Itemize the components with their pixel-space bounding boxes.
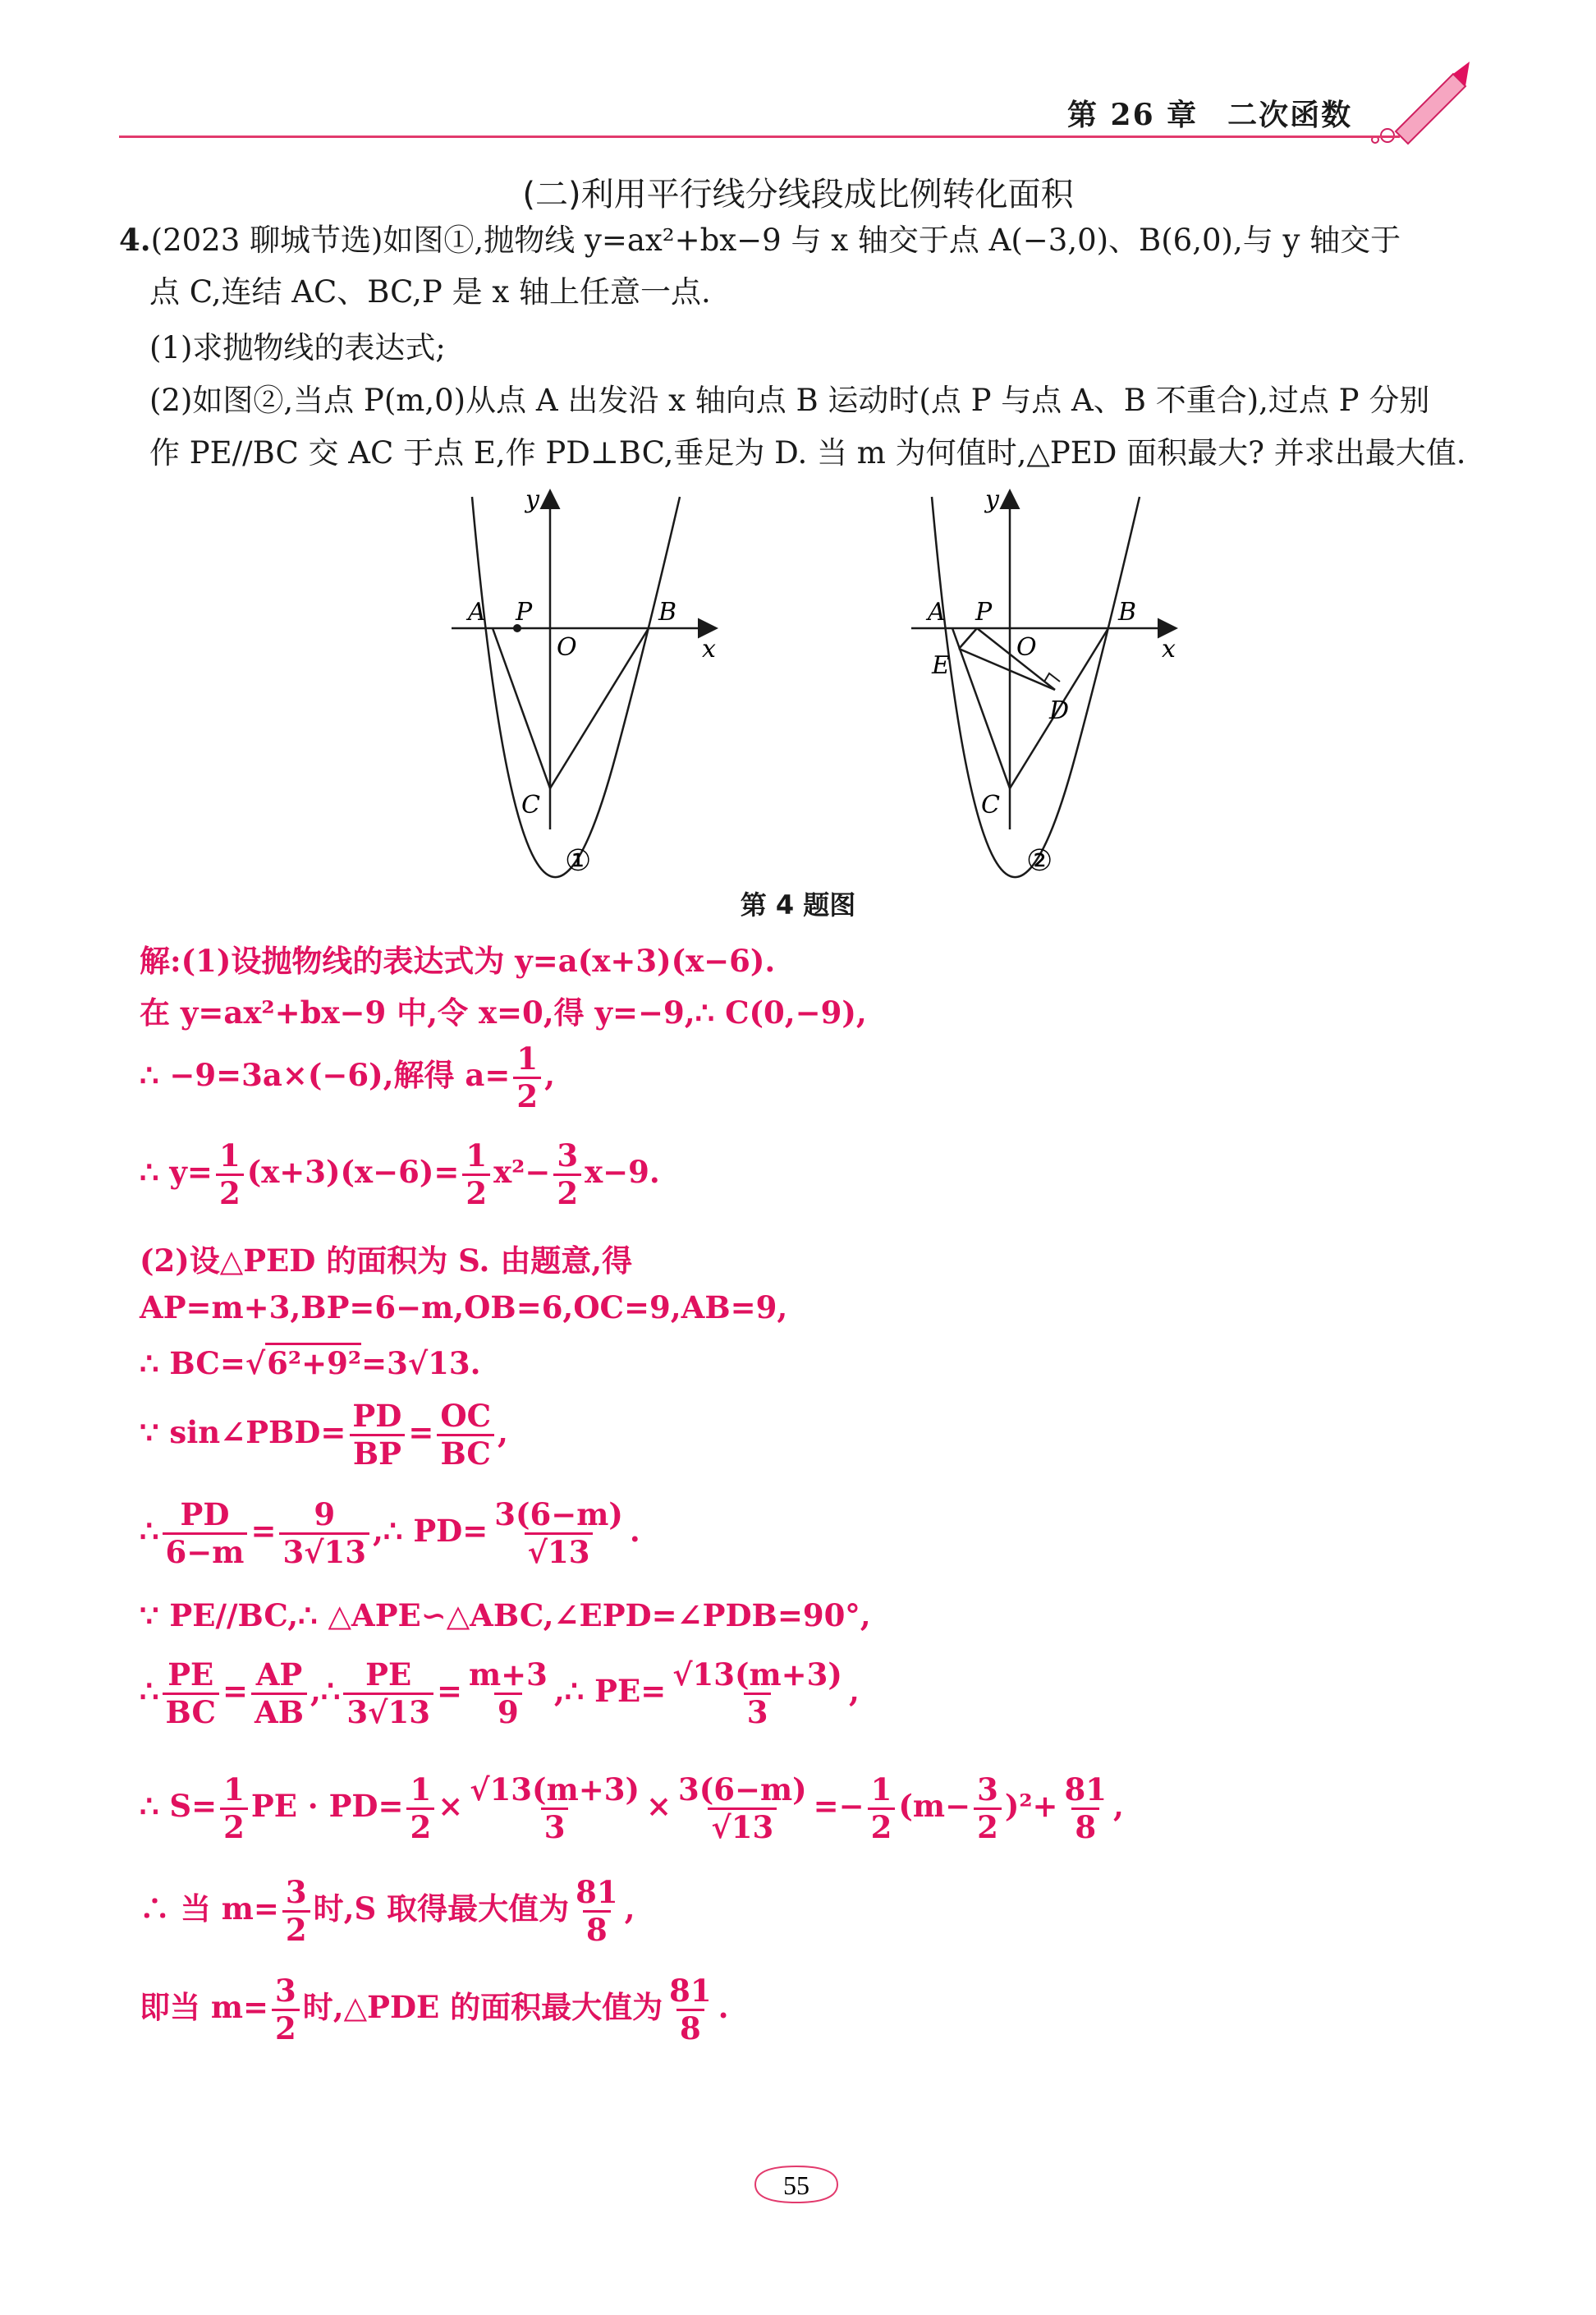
solution-line-10: ∵ PE//BC,∴ △APE∽△ABC,∠EPD=∠PDB=90°, (140, 1597, 871, 1633)
text: , (544, 1056, 556, 1093)
numerator: 1 (466, 1137, 488, 1174)
figure-2 (911, 485, 1176, 878)
fraction (675, 1771, 810, 1845)
text: (m− (898, 1787, 971, 1824)
text: )²+ (1004, 1787, 1058, 1824)
numerator: 3 (275, 1973, 296, 2009)
text: 时,S 取得最大值为 (313, 1890, 570, 1927)
text: × (645, 1787, 672, 1824)
denominator: 3 (744, 1693, 772, 1729)
denominator: 2 (462, 1174, 490, 1210)
numerator: √13(m+3) (470, 1771, 640, 1807)
question-part-1: (1)求抛物线的表达式; (149, 330, 446, 365)
label-a-2: A (928, 598, 946, 627)
parabola-2 (932, 497, 1140, 877)
label-a: A (468, 598, 486, 627)
fraction (163, 1496, 248, 1570)
text: × (438, 1787, 464, 1824)
label-y: y (525, 485, 539, 514)
question-line-2: 点 C,连结 AC、BC,P 是 x 轴上任意一点. (149, 274, 711, 310)
fraction (553, 1137, 581, 1211)
fraction (466, 1656, 551, 1730)
numerator: 1 (516, 1040, 539, 1077)
text: ,∴ PE= (553, 1672, 667, 1709)
solution-line-7: ∴ BC=√6²+9²=3√13. (140, 1345, 481, 1381)
solution-line-8: ∵ sin∠PBD= $\frac{PD}{BP}$ = $\frac{OC}{BC}$ , (140, 1398, 508, 1472)
fraction (466, 1771, 643, 1845)
text: ,∴ (310, 1672, 341, 1709)
numerator: 1 (223, 1771, 245, 1807)
solution-line-3 (140, 1040, 556, 1114)
figure-1 (452, 485, 716, 878)
fraction (462, 1137, 490, 1211)
parabola (472, 497, 680, 877)
text: =− (813, 1787, 864, 1824)
label-p-2: P (975, 598, 993, 627)
text: , (1113, 1787, 1124, 1824)
label-y-2: y (985, 485, 999, 514)
fraction (279, 1496, 369, 1570)
figures (443, 485, 1182, 879)
numerator: PD (180, 1496, 230, 1532)
numerator: 81 (669, 1973, 712, 2009)
text: ∴ 当 m= (140, 1890, 279, 1927)
label-e: E (932, 651, 950, 680)
denominator: 2 (272, 2009, 300, 2045)
text: . (718, 1988, 729, 2025)
text: . (629, 1512, 640, 1549)
segment-ac-2 (952, 628, 1010, 788)
fraction (868, 1771, 896, 1845)
denominator: BC (437, 1434, 493, 1470)
fraction (437, 1400, 494, 1470)
numerator: 3 (977, 1771, 998, 1807)
label-p: P (516, 598, 533, 627)
fraction (974, 1771, 1002, 1845)
solution-line-6: AP=m+3,BP=6−m,OB=6,OC=9,AB=9, (140, 1289, 788, 1325)
text: ∴ S= (140, 1787, 218, 1824)
solution-line-14 (140, 1975, 729, 2045)
numerator: OC (440, 1398, 492, 1434)
denominator: 8 (1071, 1807, 1099, 1844)
chapter-number: 第 26 章 (1067, 98, 1199, 132)
chapter-title: 二次函数 (1227, 98, 1353, 132)
fraction (491, 1496, 626, 1570)
text: ∴ −9=3a×(−6),解得 a= (140, 1056, 511, 1093)
numerator: 9 (314, 1496, 336, 1532)
label-d: D (1049, 696, 1070, 725)
section-title: (二)利用平行线分线段成比例转化面积 (522, 176, 1074, 214)
numerator: 3 (285, 1874, 307, 1910)
denominator: 2 (216, 1174, 244, 1210)
solution-line-9: ∴ $\frac{PD}{6-m}$ = $\frac{9}{3√13}$ ,∴ PD= $\frac{3(6-m)}{√13}$ . (140, 1496, 640, 1570)
fraction (216, 1137, 244, 1211)
label-o: O (557, 633, 577, 662)
solution-line-12 (140, 1771, 1124, 1845)
fraction (349, 1400, 405, 1470)
numerator: 1 (218, 1137, 241, 1174)
page-number: 55 (783, 2170, 809, 2200)
fig2-label: ② (1026, 844, 1053, 878)
denominator: 6−m (163, 1532, 248, 1569)
segment-ac (493, 628, 550, 788)
segment-pe (959, 628, 977, 649)
fraction (406, 1771, 434, 1845)
denominator: 2 (553, 1174, 581, 1210)
solution-line-4 (140, 1137, 660, 1211)
text: x−9. (585, 1153, 660, 1190)
denominator: 2 (868, 1807, 896, 1844)
fraction (220, 1771, 248, 1845)
text: ,∴ PD= (373, 1512, 488, 1549)
label-c-2: C (981, 791, 1000, 820)
numerator: 3(6−m) (677, 1771, 807, 1807)
numerator: 3(6−m) (494, 1496, 623, 1532)
fraction (272, 1975, 300, 2045)
denominator: 3 (541, 1807, 569, 1844)
text: ∴ (140, 1672, 159, 1709)
text: 即当 m= (140, 1988, 269, 2025)
question-text-1: (2023 聊城节选)如图①,抛物线 y=ax²+bx−9 与 x 轴交于点 A(−3,0)、B(6,0),与 y 轴交于 (150, 223, 1401, 258)
radicand: 6²+9² (265, 1343, 361, 1381)
numerator: 81 (1064, 1771, 1108, 1807)
numerator: 1 (410, 1771, 432, 1807)
numerator: √13(m+3) (672, 1656, 842, 1693)
denominator: 2 (282, 1910, 310, 1946)
text: ∴ (140, 1512, 159, 1549)
numerator: 3 (557, 1137, 579, 1174)
text: (x+3)(x−6)= (246, 1153, 460, 1190)
label-o-2: O (1016, 633, 1037, 662)
label-x-2: x (1162, 635, 1176, 664)
fraction (251, 1656, 307, 1730)
text: , (624, 1890, 635, 1927)
fraction (572, 1876, 621, 1946)
label-x: x (702, 635, 716, 664)
text: , (848, 1672, 860, 1709)
fraction (666, 1975, 715, 2045)
fraction (1062, 1771, 1111, 1845)
question-part-2-line-1: (2)如图②,当点 P(m,0)从点 A 出发沿 x 轴向点 B 运动时(点 P 与点 A、B 不重合),过点 P 分别 (149, 383, 1430, 418)
solution-line-2: 在 y=ax²+bx−9 中,令 x=0,得 y=−9,∴ C(0,−9), (140, 994, 867, 1031)
denominator: AB (251, 1693, 307, 1729)
solution-line-13 (140, 1876, 635, 1946)
denominator: 3√13 (343, 1693, 433, 1729)
page-number-badge (739, 2160, 854, 2209)
text: ∴ y= (140, 1153, 213, 1190)
denominator: 2 (220, 1807, 248, 1844)
numerator: 81 (576, 1874, 618, 1910)
fraction (163, 1656, 219, 1730)
solution-line-11: ∴ $\frac{PE}{BC}$ = $\frac{AP}{AB}$ ,∴ $\frac{PE}{3√13}$ = $\frac{m+3}{9}$ ,∴ PE= $\frac{√13(m+3)}{3}$ , (140, 1656, 860, 1730)
text: ∵ sin∠PBD= (140, 1413, 346, 1450)
solution-line-1: 解:(1)设抛物线的表达式为 y=a(x+3)(x−6). (140, 943, 776, 979)
numerator: 1 (870, 1771, 892, 1807)
fig1-label: ① (565, 844, 592, 878)
label-c: C (521, 791, 540, 820)
numerator: PE (365, 1656, 412, 1693)
fraction (282, 1876, 310, 1946)
fraction (513, 1040, 541, 1114)
denominator: 3√13 (279, 1532, 369, 1569)
text: 时,△PDE 的面积最大值为 (302, 1988, 663, 2025)
pencil-decoration-icon (1363, 57, 1486, 148)
text: , (498, 1413, 508, 1450)
numerator: PD (352, 1398, 402, 1434)
denominator: √13 (525, 1532, 594, 1569)
text: ∴ BC= (140, 1345, 245, 1381)
numerator: PE (167, 1656, 214, 1693)
question-number: 4. (119, 222, 151, 258)
header-divider (119, 136, 1400, 138)
label-b-2: B (1118, 598, 1137, 627)
fraction (343, 1656, 433, 1730)
denominator: 2 (513, 1077, 541, 1113)
text: PE · PD= (250, 1787, 404, 1824)
question-line-1 (119, 214, 1401, 267)
right-angle-mark (1044, 673, 1060, 682)
solution-line-5: (2)设△PED 的面积为 S. 由题意,得 (140, 1242, 633, 1279)
question-part-2-line-2: 作 PE//BC 交 AC 于点 E,作 PD⊥BC,垂足为 D. 当 m 为何值时,△PED 面积最大? 并求出最大值. (149, 435, 1466, 471)
denominator: BP (350, 1434, 405, 1470)
fraction (669, 1656, 846, 1730)
figure-caption: 第 4 题图 (740, 889, 856, 921)
label-b: B (658, 598, 677, 627)
denominator: BC (163, 1693, 219, 1729)
chapter-header (1067, 92, 1382, 134)
numerator: m+3 (468, 1656, 548, 1693)
numerator: AP (255, 1656, 303, 1693)
text: x²− (493, 1153, 551, 1190)
denominator: 8 (583, 1910, 611, 1946)
denominator: 9 (494, 1693, 522, 1729)
text: =3√13. (361, 1345, 481, 1381)
denominator: 2 (974, 1807, 1002, 1844)
denominator: √13 (708, 1807, 777, 1844)
denominator: 2 (406, 1807, 434, 1844)
denominator: 8 (676, 2009, 704, 2045)
